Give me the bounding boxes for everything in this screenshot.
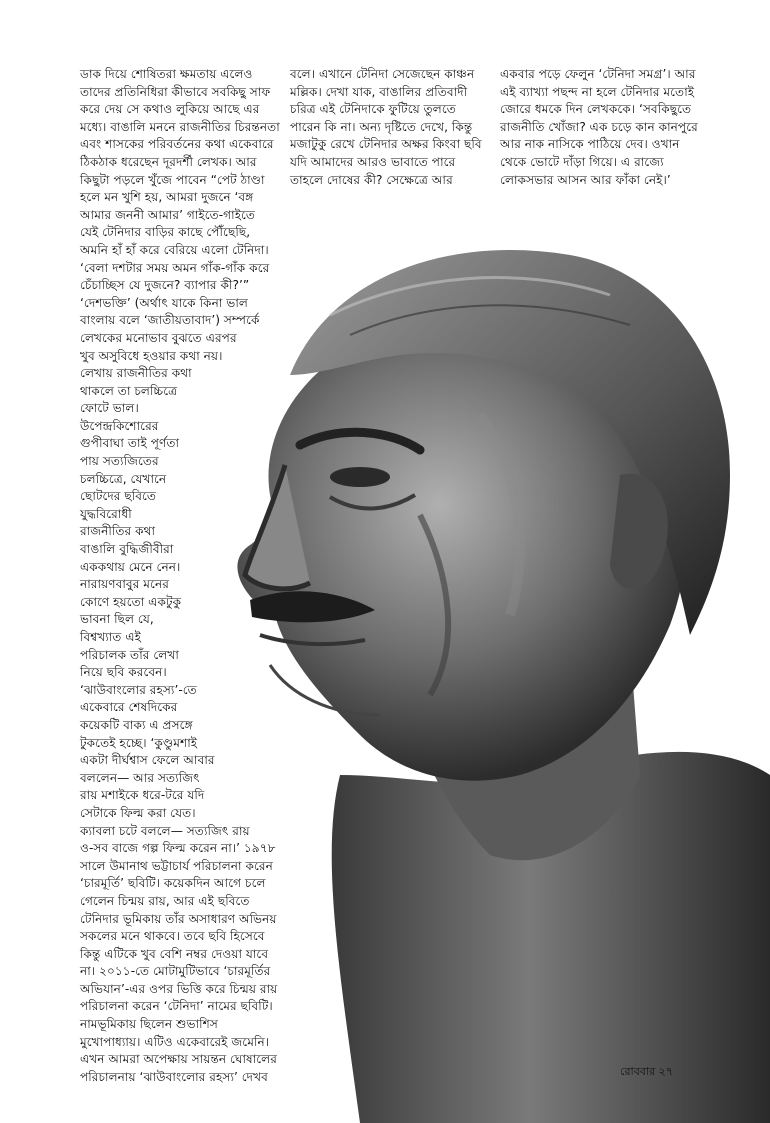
text-line: এখন আমরা অপেক্ষায় সায়ন্তন ঘোষালের [80,1052,277,1067]
text-line: ‘ঝাউবাংলোর রহস্য’-তে [80,682,197,697]
text-line: না। ২০১১-তে মোটামুটিভাবে ‘চারমূর্তির [80,964,271,979]
text-line: ‘বেলা দশটার সময় অমন গাঁক-গাঁক করে [80,260,270,275]
text-line: ‘চারমূর্তি’ ছবিটি। কয়েকদিন আগে চলে [80,876,266,891]
text-line: চরিত্র এই টেনিদাকে ফুটিয়ে তুলতে [290,102,456,117]
text-line: কিছুটা পড়লে খুঁজে পাবেন “পেট ঠাণ্ডা [80,172,265,187]
article-column-3 [500,66,698,189]
text-line: পরিচালনা করেন ‘টেনিদা’ নামের ছবিটি। [80,999,273,1014]
text-line: লেখায় রাজনীতির কথা [80,366,192,381]
text-line: এই ব্যাখ্যা পছন্দ না হলে টেনিদার মতোই [500,84,695,99]
text-line: সকলের মনে থাকবে। তবে ছবি হিসেবে [80,929,265,944]
text-line: মজাটুকু রেখে টেনিদার অক্ষর কিংবা ছবি [290,137,482,152]
text-line: নামভূমিকায় ছিলেন শুভাশিস [80,1017,218,1032]
text-line: লেখকের মনোভাব বুঝতে এরপর [80,330,237,345]
text-line: লোকসভার আসন আর ফাঁকা নেই।’ [500,172,671,187]
text-line: হলে মন খুশি হয়, আমরা দুজনে ‘বঙ্গ [80,190,254,205]
text-line: খুব অসুবিধে হওয়ার কথা নয়। [80,348,223,363]
text-line: রাজনীতির কথা [80,524,156,539]
text-line: নিয়ে ছবি করবেন। [80,665,167,680]
text-line: যুদ্ধবিরোধী [80,506,132,521]
text-line: টেনিদার ভূমিকায় তাঁর অসাধারণ অভিনয় [80,911,277,926]
text-line: ও-সব বাজে গল্প ফিল্ম করেন না।’ ১৯৭৮ [80,841,276,856]
text-line: মল্লিক। দেখা যাক, বাঙালির প্রতিবাদী [290,84,468,99]
text-line: আর নাক নাসিকে পাঠিয়ে দেব। ওখান [500,137,680,152]
text-line: একেবারে শেষদিকের [80,700,178,715]
text-line: করে দেয় সে কথাও লুকিয়ে আছে এর [80,102,260,117]
text-line: এককথায় মেনে নেন। [80,559,181,574]
text-line: তাহলে দোষের কী? সেক্ষেত্রে আর [290,172,453,187]
text-line: নারায়ণবাবুর মনের [80,577,169,592]
text-line: সালে উমানাথ ভট্টাচার্য পরিচালনা করেন [80,858,273,873]
text-line: জোরে ধমকে দিন লেখককে। ‘সবকিছুতে [500,102,692,117]
text-line: চলচ্চিত্রে, যেখানে [80,471,167,486]
text-line: পায় সত্যজিতের [80,454,159,469]
text-line: বাঙালি বুদ্ধিজীবীরা [80,542,174,557]
text-line: টুকতেই হচ্ছে। ‘কুণ্ডুমশাই [80,735,198,750]
text-line: থেকে ভোটে দাঁড়া গিয়ে। এ রাজ্যে [500,154,664,169]
text-line: একটা দীর্ঘশ্বাস ফেলে আবার [80,753,215,768]
text-line: উপেন্দ্রকিশোরের [80,418,159,433]
text-line: অভিযান’-এর ওপর ভিত্তি করে চিন্ময় রায় [80,981,278,996]
text-line: কয়েকটি বাক্য এ প্রসঙ্গে [80,717,193,732]
text-line: বললেন— আর সত্যজিৎ [80,770,200,785]
text-line: ‘দেশভক্তি’ (অর্থাৎ যাকে কিনা ভাল [80,295,248,310]
text-line: ক্যাবলা চটে বললে— সত্যজিৎ রায় [80,823,250,838]
text-line: ডাক দিয়ে শোষিতরা ক্ষমতায় এলেও [80,67,253,81]
text-line: যদি আমাদের আরও ভাবাতে পারে [290,154,456,169]
text-line: বলে। এখানে টেনিদা সেজেছেন কাঞ্চন [290,67,475,81]
article-column-1 [80,66,280,1086]
text-line: কিন্তু এটিকে খুব বেশি নম্বর দেওয়া যাবে [80,946,269,961]
text-line: আমার জননী আমার’ গাইতে-গাইতে [80,207,256,222]
text-line: থাকলে তা চলচ্চিত্রে [80,383,178,398]
text-line: চেঁচাচ্ছিস যে দুজনে? ব্যাপার কী?’” [80,278,250,293]
text-line: পারেন কি না। অন্য দৃষ্টিতে দেখে, কিন্তু [290,119,473,134]
text-line: বিশ্বখ্যাত এই [80,630,141,644]
text-line: রাজনীতি খোঁজা? এক চড়ে কান কানপুরে [500,119,698,134]
text-line: ঠিকঠাক ধরেছেন দূরদর্শী লেখক। আর [80,154,257,169]
text-line: যেই টেনিদার বাড়ির কাছে পৌঁছেছি, [80,225,251,240]
text-line: রায় মশাইকে ধরে-টরে যদি [80,788,205,803]
text-line: এবং শাসকের পরিবর্তনের কথা একেবারে [80,137,274,152]
article-column-2 [290,66,482,189]
text-line: গেলেন চিন্ময় রায়, আর এই ছবিতে [80,893,250,908]
text-line: কোণে হয়তো একটুকু [80,594,182,609]
text-line: ছোটদের ছবিতে [80,489,157,504]
page-folio: রোববার ২৭ [620,1065,673,1078]
text-line: পরিচালনায় ‘ঝাউবাংলোর রহস্য’ দেখব [80,1069,268,1084]
text-line: অমনি হাঁ হাঁ করে বেরিয়ে এলো টেনিদা। [80,242,269,257]
text-line: গুপীবাঘা তাই পূর্ণতা [80,436,180,451]
text-line: বাংলায় বলে ‘জাতীয়তাবাদ’) সম্পর্কে [80,313,260,328]
text-line: সেটাকে ফিল্ম করা যেত। [80,805,196,820]
bust-eye [330,467,390,487]
text-line: একবার পড়ে ফেলুন ‘টেনিদা সমগ্র’। আর [500,67,696,81]
text-line: তাদের প্রতিনিধিরা কীভাবে সবকিছু সাফ [80,84,271,99]
text-line: মুখোপাধ্যায়। এটিও একেবারেই জমেনি। [80,1034,270,1049]
text-line: পরিচালক তাঁর লেখা [80,647,179,662]
text-line: ভাবনা ছিল যে, [80,612,154,627]
text-line: মধ্যে। বাঙালি মননে রাজনীতির চিরন্তনতা [80,119,280,134]
text-line: ফোটে ভাল। [80,401,139,416]
